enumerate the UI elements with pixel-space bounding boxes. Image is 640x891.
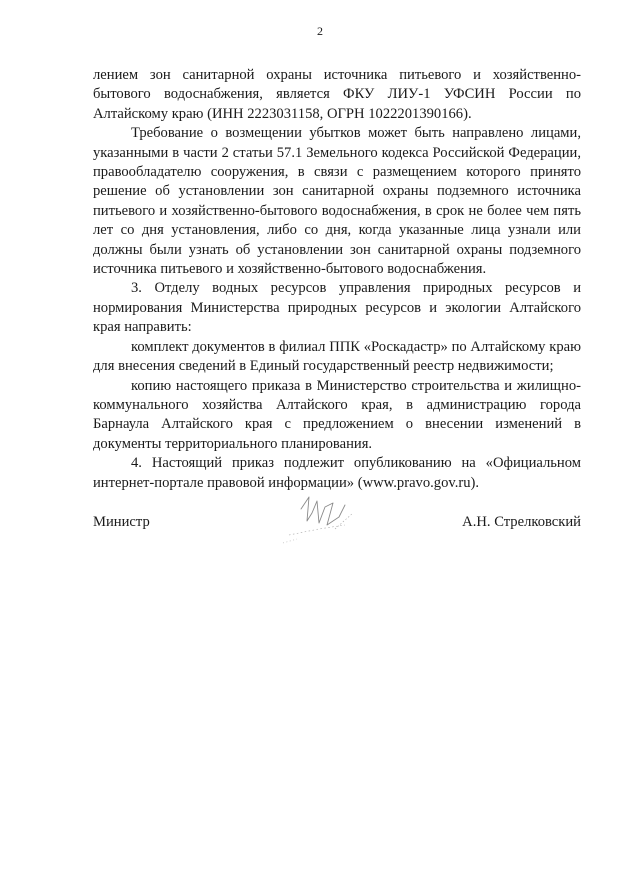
paragraph-item-3: 3. Отделу водных ресурсов управления природных ресурсов и нормирования Министерства природных ресурсов и экологии Алтайского края направить: [93,280,581,336]
paragraph-compensation: Требование о возмещении убытков может быть направлено лицами, указанными в части 2 статьи 57.1 Земельного кодекса Российской Федерации, правообладателю сооружения, в связи с размещением которого принято решение об установлении зон санитарной охраны подземного источника питьевого и хозяйственно-бытового водоснабжения, в срок не более чем пять лет со дня установления, либо со дня, когда указанные лица узнали или должны были узнать об установлении зон санитарной охраны подземного источника питьевого и хозяйственно-бытового водоснабжения. [93,125,581,278]
signatory-name: А.Н. Стрелковский [462,514,581,530]
paragraph-item-3-sub-1: комплект документов в филиал ППК «Роскадастр» по Алтайскому краю для внесения сведений в Единый государственный реестр недвижимости; [93,338,581,375]
page-number: 2 [317,24,323,38]
document-body [93,66,581,493]
paragraph-continuation: лением зон санитарной охраны источника питьевого и хозяйственно-бытового водоснабжения, является ФКУ ЛИУ-1 УФСИН России по Алтайскому краю (ИНН 2223031158, ОГРН 1022201390166). [93,67,581,122]
signatory-title: Министр [93,514,150,530]
handwritten-signature [279,495,369,561]
paragraph-item-3-sub-2: копию настоящего приказа в Министерство строительства и жилищно-коммунального хозяйства Алтайского края, в администрацию города Барнаула Алтайского края с предложением о внесении изменений в документы территориального планирования. [93,377,581,452]
paragraph-item-4: 4. Настоящий приказ подлежит опубликованию на «Официальном интернет-портале правовой информации» (www.pravo.gov.ru). [93,455,581,491]
